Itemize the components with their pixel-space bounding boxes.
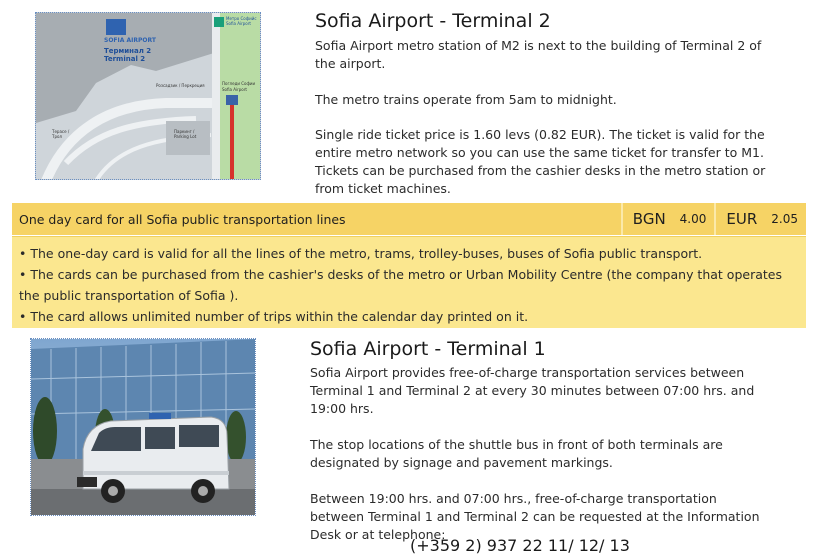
price-currency-eur: EUR (726, 210, 758, 228)
terminal1-title: Sofia Airport - Terminal 1 (310, 338, 546, 360)
map-station-label: Погледи Софии (222, 81, 256, 86)
shuttle-bus-photo (30, 338, 256, 516)
terminal1-paragraph-night-transport: Between 19:00 hrs. and 07:00 hrs., free-of-charge transportation between Terminal 1 and Terminal 2 can be requested at the Information Desk or at telephone: (310, 491, 760, 542)
terminal2-paragraph-ticket-price: Single ride ticket price is 1.60 levs (0.82 EUR). The ticket is valid for the entire metro network so you can use the same ticket for transfer to M1. Tickets can be purchased from the cashier desks in the metro station or from ticket machines. (315, 127, 766, 196)
day-card-header (12, 203, 806, 235)
terminal2-title: Sofia Airport - Terminal 2 (315, 10, 551, 32)
map-entrance-label: Розсадзик / Перкреция (156, 83, 205, 88)
terminal2-map-image (35, 12, 261, 180)
map-logo-text: SOFIA AIRPORT (104, 37, 156, 44)
map-metro-label-bg: Метро Софийс (226, 16, 257, 21)
day-card-bullet-purchase: • The cards can be purchased from the cashier's desks of the metro or Urban Mobility Centre (the company that operates the public transportation of Sofia ). (19, 267, 782, 303)
day-card-title: One day card for all Sofia public transportation lines (19, 211, 346, 227)
day-card-bullet-validity: • The one-day card is valid for all the lines of the metro, trams, trolley-buses, buses of Sofia public transport. (19, 246, 703, 261)
price-currency-bgn: BGN (632, 210, 666, 228)
map-metro-label-en: Sofia Airport (226, 21, 251, 26)
terminal1-paragraph-stop-locations: The stop locations of the shuttle bus in front of both terminals are designated by signage and pavement markings. (310, 437, 723, 470)
day-card-details (12, 236, 806, 328)
map-parking-label: Паркинг / Parking Lot (174, 129, 197, 139)
price-amount-eur: 2.05 (771, 212, 798, 226)
map-cargo-label: Терасе / Трол (52, 129, 70, 139)
terminal1-paragraph-shuttle-schedule: Sofia Airport provides free-of-charge transportation services between Terminal 1 and Terminal 2 at every 30 minutes between 07:00 hrs. and 19:00 hrs. (310, 365, 755, 416)
map-station-label-en: Sofia Airport (222, 87, 247, 92)
information-desk-phone[interactable]: (+359 2) 937 22 11/ 12/ 13 (410, 536, 630, 555)
terminal2-paragraph-hours: The metro trains operate from 5am to midnight. (315, 92, 617, 107)
price-eur (714, 203, 806, 235)
map-terminal-label-en: Terminal 2 (104, 55, 146, 63)
price-amount-bgn: 4.00 (679, 212, 707, 226)
map-terminal-label-bg: Терминал 2 (104, 47, 152, 55)
day-card-bullet-unlimited: • The card allows unlimited number of trips within the calendar day printed on it. (19, 309, 529, 324)
terminal2-paragraph-metro-station: Sofia Airport metro station of M2 is next to the building of Terminal 2 of the airport. (315, 38, 762, 71)
price-bgn (621, 203, 715, 235)
shuttle-bus-graphic (31, 339, 256, 516)
